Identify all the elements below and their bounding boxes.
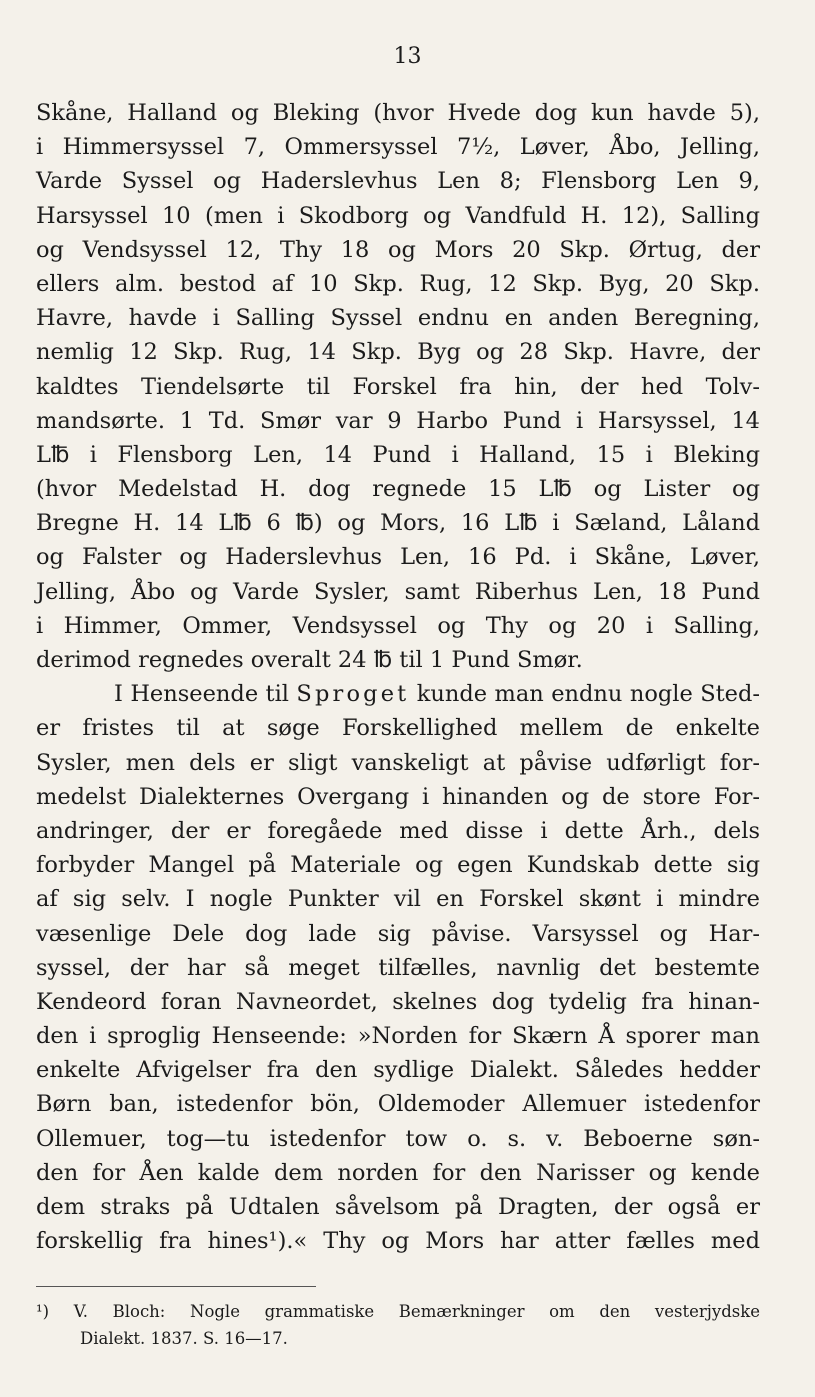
text-line: (hvor Medelstad H. dog regnede 15 L℔ og Lister og [36,476,760,503]
paragraph-2 [36,677,760,1258]
text-line: Varde Syssel og Haderslevhus Len 8; Flensborg Len 9, [36,168,760,195]
text-line: Harsyssel 10 (men i Skodborg og Vandfuld H. 12), Salling [36,202,760,229]
text-line: Bregne H. 14 L℔ 6 ℔) og Mors, 16 L℔ i Sæland, Låland [36,510,760,537]
footnote-line: Dialekt. 1837. S. 16—17. [80,1329,288,1348]
text-line: Kendeord foran Navneordet, skelnes dog tydelig fra hinan- [36,988,760,1015]
body-text [36,96,760,1258]
text-line: medelst Dialekternes Overgang i hinanden og de store For- [36,783,760,810]
text-line: og Vendsyssel 12, Thy 18 og Mors 20 Skp. Ørtug, der [36,236,760,263]
text-line: Børn ban, istedenfor bön, Oldemoder Allemuer istedenfor [36,1091,760,1118]
text-line: væsenlige Dele dog lade sig påvise. Varsyssel og Har- [36,920,760,947]
text-line: den for Åen kalde dem norden for den Narisser og kende [36,1159,760,1186]
footnote [36,1298,760,1352]
text-line: L℔ i Flensborg Len, 14 Pund i Halland, 15 i Bleking [36,441,760,468]
text-line: i Himmersyssel 7, Ommersyssel 7½, Løver, Åbo, Jelling, [36,134,760,161]
text-line: Havre, havde i Salling Syssel endnu en anden Beregning, [36,305,760,332]
text-line: forbyder Mangel på Materiale og egen Kundskab dette sig [36,852,760,879]
footnote-divider [36,1286,316,1287]
page-number: 13 [393,44,422,69]
paragraph-1 [36,96,760,677]
footnote-line: ¹) V. Bloch: Nogle grammatiske Bemærkninger om den vesterjydske [36,1302,760,1321]
text-segment: I Henseende til [114,681,297,708]
text-line: enkelte Afvigelser fra den sydlige Dialekt. Således hedder [36,1057,760,1084]
text-line: Jelling, Åbo og Varde Sysler, samt Riberhus Len, 18 Pund [36,578,760,605]
text-line: syssel, der har så meget tilfælles, navnlig det bestemte [36,954,760,981]
text-line: Sysler, men dels er sligt vanskeligt at påvise udførligt for- [36,749,760,776]
text-line: kaldtes Tiendelsørte til Forskel fra hin, der hed Tolv- [36,373,760,400]
text-line: Skåne, Halland og Bleking (hvor Hvede dog kun havde 5), [36,100,760,126]
text-line: derimod regnedes overalt 24 ℔ til 1 Pund Smør. [36,647,583,673]
text-line [36,677,760,711]
text-line: Ollemuer, tog—tu istedenfor tow o. s. v. Beboerne søn- [36,1125,760,1152]
text-line: dem straks på Udtalen såvelsom på Dragten, der også er [36,1194,760,1220]
text-line: andringer, der er foregåede med disse i dette Årh., dels [36,817,760,844]
text-line: mandsørte. 1 Td. Smør var 9 Harbo Pund i Harsyssel, 14 [36,407,760,434]
text-line: forskellig fra hines¹).« Thy og Mors har atter fælles med [36,1228,760,1255]
text-line: i Himmer, Ommer, Vendsyssel og Thy og 20 i Salling, [36,612,760,639]
text-line: og Falster og Haderslevhus Len, 16 Pd. i Skåne, Løver, [36,544,760,571]
text-segment: kunde man endnu nogle Sted- [409,681,760,708]
text-line: af sig selv. I nogle Punkter vil en Forskel skønt i mindre [36,886,760,913]
text-line: den i sproglig Henseende: »Norden for Skærn Å sporer man [36,1023,760,1050]
text-line: ellers alm. bestod af 10 Skp. Rug, 12 Skp. Byg, 20 Skp. [36,270,760,297]
text-line: er fristes til at søge Forskellighed mellem de enkelte [36,715,760,742]
emphasized-word: Sproget [296,681,410,708]
text-line: nemlig 12 Skp. Rug, 14 Skp. Byg og 28 Skp. Havre, der [36,339,760,366]
